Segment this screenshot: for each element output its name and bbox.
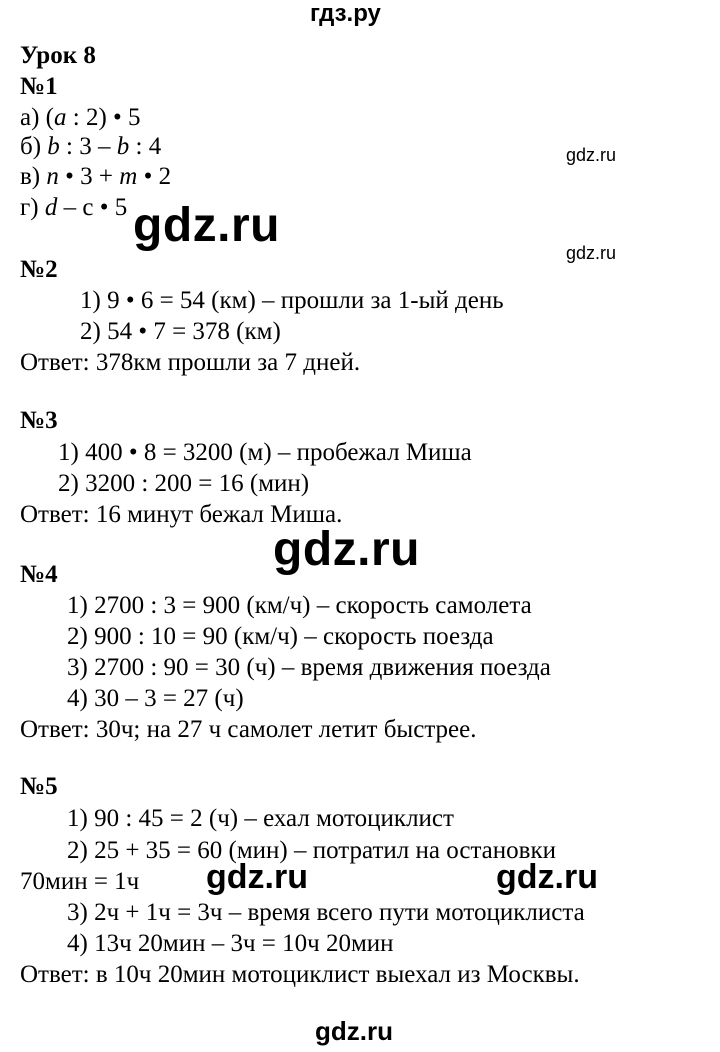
watermark: gdz.ru	[133, 199, 280, 252]
task4-answer: Ответ: 30ч; на 27 ч самолет летит быстрее.	[20, 716, 477, 743]
task3-heading: №3	[20, 407, 58, 434]
task3-step-2: 2) 3200 : 200 = 16 (мин)	[58, 470, 310, 497]
task1-item-g: г) d – с • 5	[20, 194, 128, 221]
task3-step-1: 1) 400 • 8 = 3200 (м) – пробежал Миша	[58, 439, 472, 466]
task4-step-4: 4) 30 – 3 = 27 (ч)	[67, 685, 244, 712]
task2-answer: Ответ: 378км прошли за 7 дней.	[20, 349, 361, 376]
task5-step-4: 4) 13ч 20мин – 3ч = 10ч 20мин	[67, 930, 394, 957]
task5-step-1: 1) 90 : 45 = 2 (ч) – ехал мотоциклист	[67, 805, 454, 832]
task5-answer: Ответ: в 10ч 20мин мотоциклист выехал из Москвы.	[20, 961, 580, 988]
watermark: gdz.ru	[566, 145, 617, 165]
header-watermark: гдз.ру	[310, 0, 381, 27]
task4-step-3: 3) 2700 : 90 = 30 (ч) – время движения поезда	[67, 654, 551, 681]
task2-heading: №2	[20, 256, 58, 283]
task5-step-3: 3) 2ч + 1ч = 3ч – время всего пути мотоциклиста	[67, 899, 585, 926]
watermark: gdz.ru	[566, 243, 617, 263]
task5-note: 70мин = 1ч	[20, 868, 140, 895]
task3-answer: Ответ: 16 минут бежал Миша.	[20, 501, 343, 528]
lesson-title: Урок 8	[20, 42, 96, 69]
task4-step-2: 2) 900 : 10 = 90 (км/ч) – скорость поезда	[67, 623, 494, 650]
footer-watermark: gdz.ru	[315, 1016, 393, 1046]
watermark: gdz.ru	[496, 858, 598, 896]
watermark: gdz.ru	[273, 523, 420, 576]
watermark: gdz.ru	[206, 858, 308, 896]
task1-item-v: в) n • 3 + m • 2	[20, 163, 172, 190]
task4-step-1: 1) 2700 : 3 = 900 (км/ч) – скорость самолета	[67, 592, 532, 619]
task1-heading: №1	[20, 73, 58, 100]
task5-step-2: 2) 25 + 35 = 60 (мин) – потратил на остановки	[67, 837, 556, 864]
task1-item-a: а) (a : 2) • 5	[20, 104, 141, 131]
task2-step-1: 1) 9 • 6 = 54 (км) – прошли за 1-ый день	[80, 287, 504, 314]
task4-heading: №4	[20, 561, 58, 588]
task5-heading: №5	[20, 773, 58, 800]
task2-step-2: 2) 54 • 7 = 378 (км)	[80, 318, 281, 345]
task1-item-b: б) b : 3 – b : 4	[20, 133, 162, 160]
